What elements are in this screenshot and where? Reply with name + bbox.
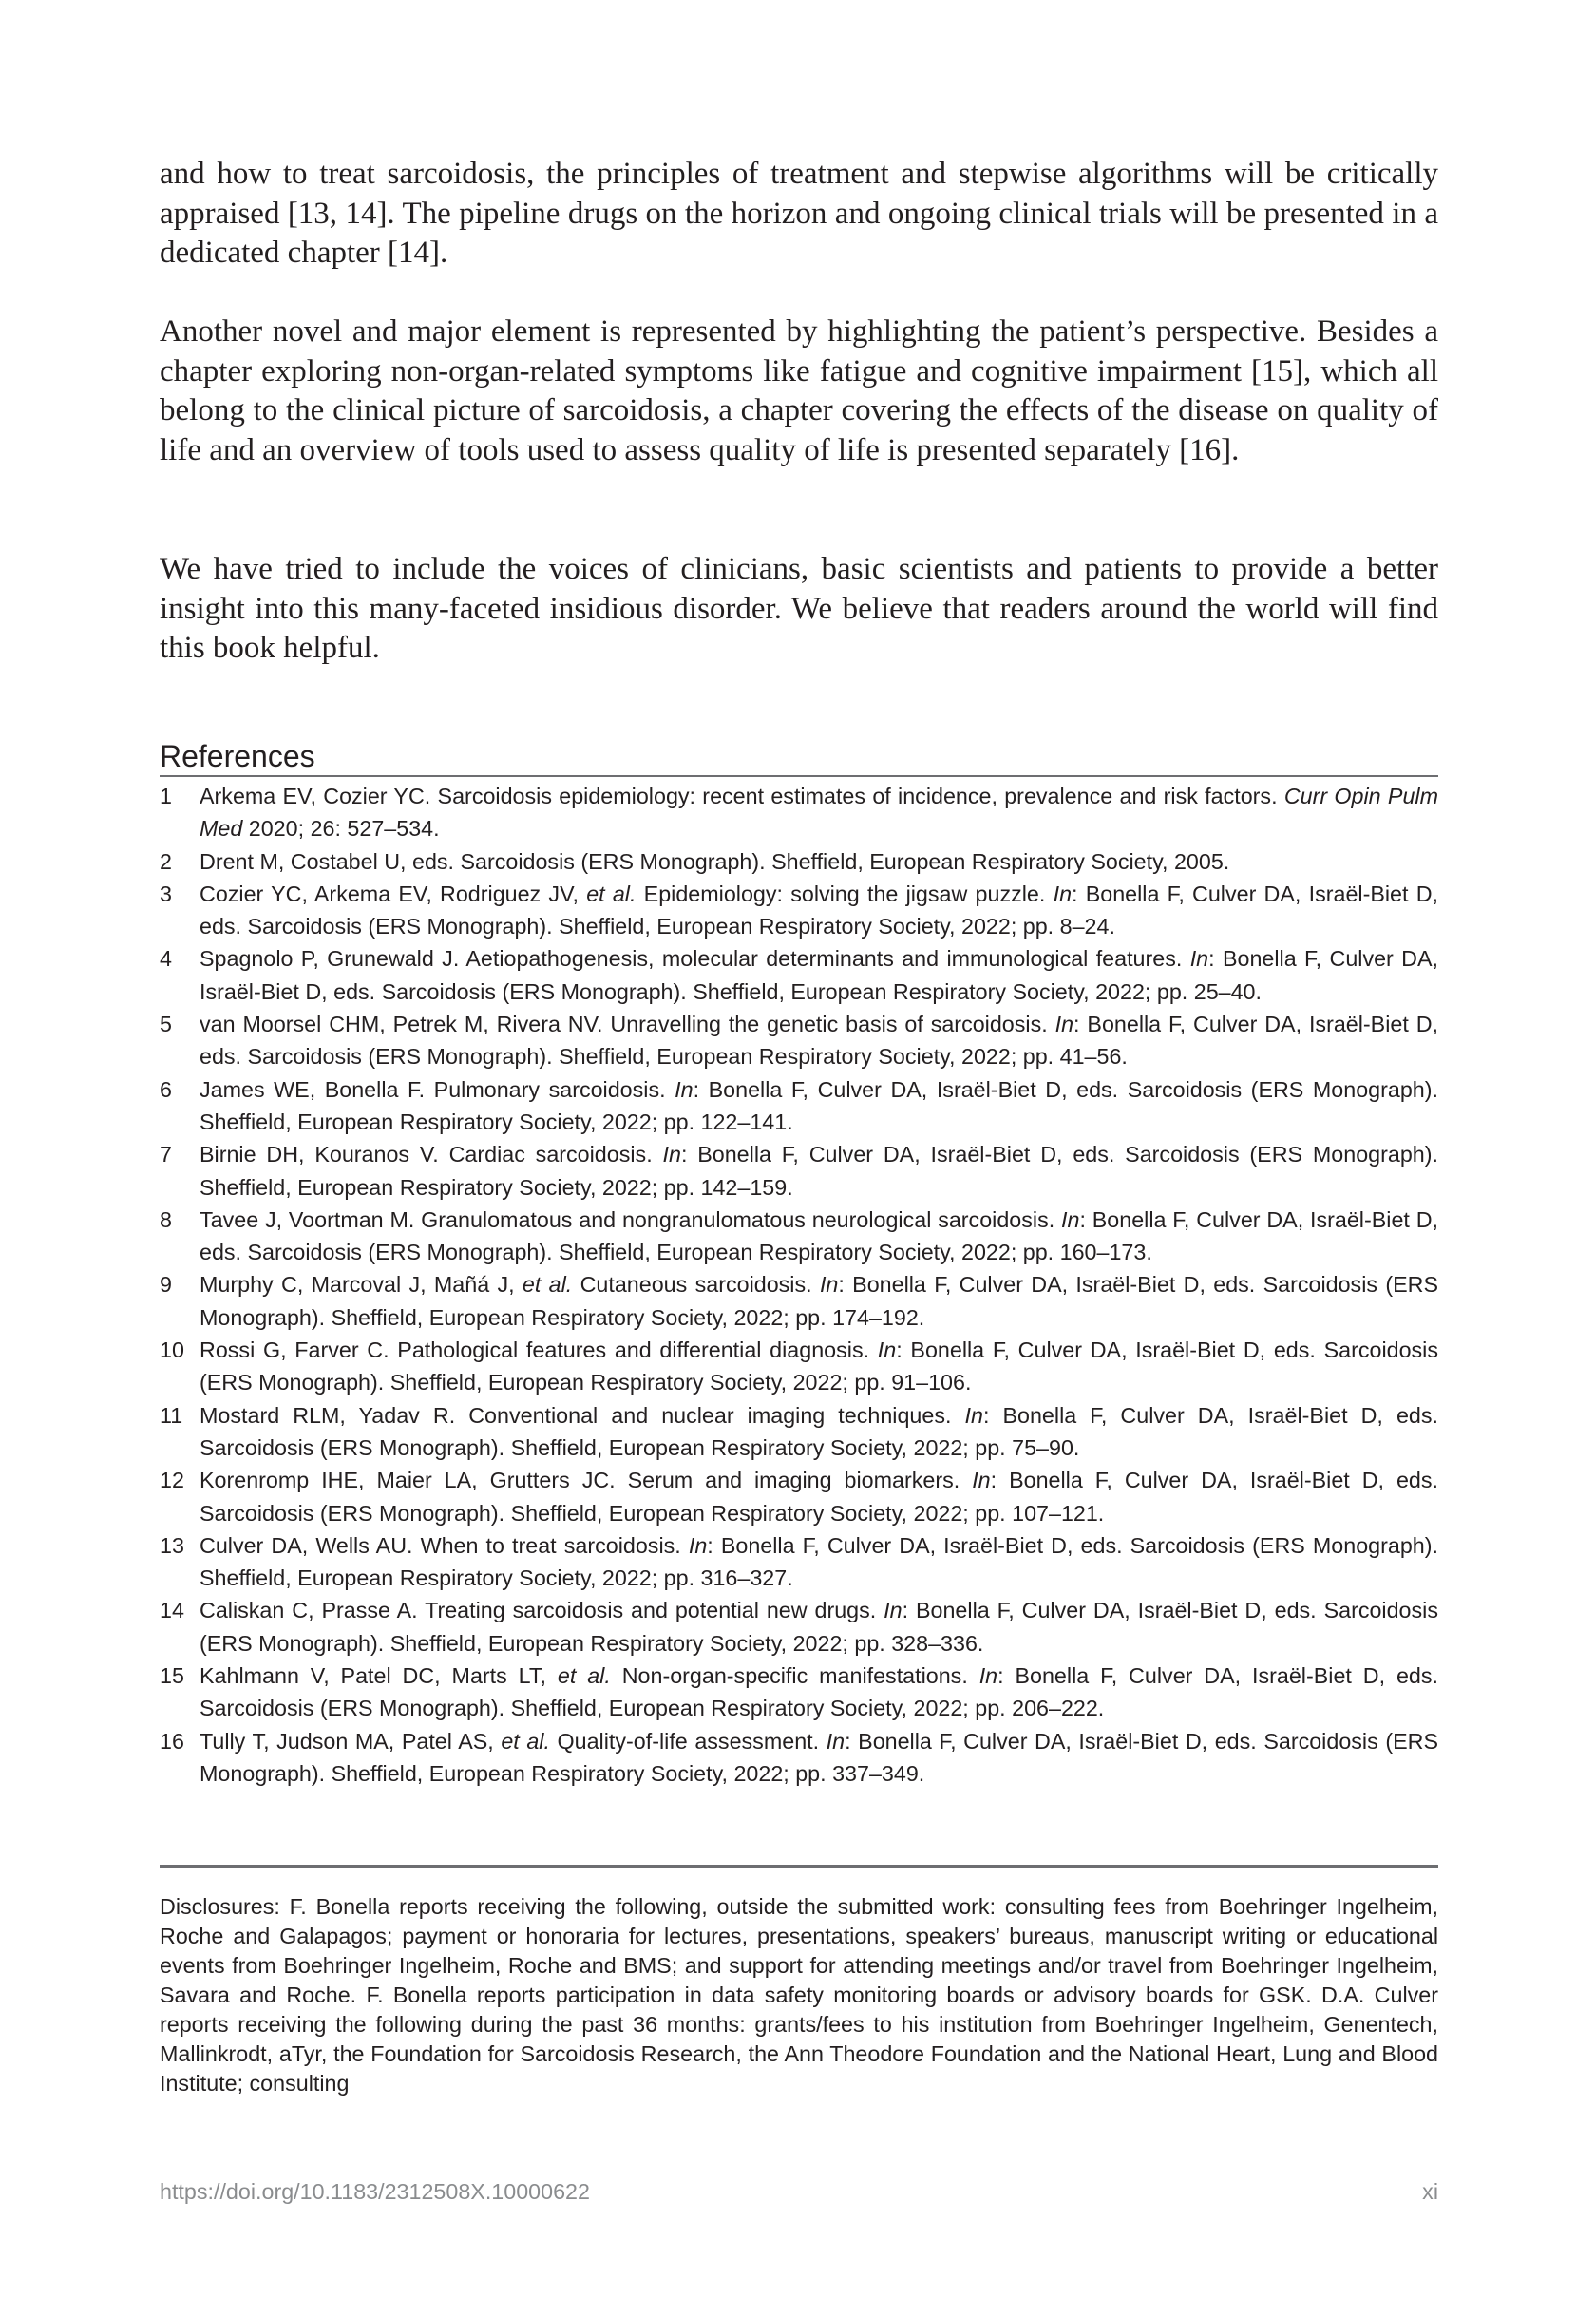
reference-segment: : Bonella F, Culver DA, Israël-Biet D, eds. Sarcoidosis (ERS Monograph). Sheffield, European Respiratory Society, 2022; pp. 160–173. — [200, 1206, 1438, 1265]
reference-segment: : Bonella F, Culver DA, Israël-Biet D, eds. Sarcoidosis (ERS Monograph). Sheffield, European Respiratory Society, 2022; pp. 316–327. — [200, 1532, 1438, 1591]
reference-segment: Cozier YC, Arkema EV, Rodriguez JV, — [200, 881, 587, 906]
reference-text — [200, 1725, 1438, 1791]
reference-segment: : Bonella F, Culver DA, Israël-Biet D, eds. Sarcoidosis (ERS Monograph). Sheffield, European Respiratory Society, 2022; pp. 122–141. — [200, 1076, 1438, 1134]
reference-text — [200, 1008, 1438, 1073]
reference-number: 14 — [160, 1598, 184, 1623]
reference-italic-segment: In — [1053, 881, 1073, 906]
section-divider — [160, 1865, 1438, 1868]
reference-number: 1 — [160, 784, 172, 808]
reference-number: 2 — [160, 848, 172, 874]
reference-segment: : Bonella F, Culver DA, Israël-Biet D, eds. Sarcoidosis (ERS Monograph). Sheffield, European Respiratory Society, 2022; pp. 337–349. — [200, 1728, 1438, 1786]
reference-number: 9 — [160, 1272, 172, 1298]
reference-item — [160, 1399, 1438, 1465]
reference-text — [200, 1660, 1438, 1725]
references-heading: References — [160, 737, 1438, 777]
reference-text — [200, 780, 1438, 845]
reference-italic-segment: In — [1061, 1206, 1080, 1232]
reference-text — [200, 1529, 1438, 1595]
reference-segment: : Bonella F, Culver DA, Israël-Biet D, eds. Sarcoidosis (ERS Monograph). Sheffield, European Respiratory Society, 2022; pp. 328–336. — [200, 1598, 1438, 1656]
reference-item — [160, 1268, 1438, 1334]
reference-italic-segment: In — [978, 1663, 998, 1689]
reference-item — [160, 942, 1438, 1008]
reference-item — [160, 878, 1438, 943]
reference-item — [160, 1204, 1438, 1269]
reference-italic-segment: et al. — [522, 1272, 573, 1298]
reference-item — [160, 1725, 1438, 1791]
reference-italic-segment: In — [674, 1076, 694, 1102]
reference-text — [200, 1204, 1438, 1269]
reference-italic-segment: In — [1189, 946, 1209, 972]
reference-item — [160, 1464, 1438, 1529]
reference-segment: Culver DA, Wells AU. When to treat sarcoidosis. — [200, 1532, 689, 1558]
reference-list — [160, 780, 1438, 1790]
reference-segment: Rossi G, Farver C. Pathological features and differential diagnosis. — [200, 1338, 878, 1363]
reference-number: 11 — [160, 1402, 183, 1428]
reference-item — [160, 1660, 1438, 1725]
reference-italic-segment: et al. — [557, 1663, 611, 1689]
reference-segment: Drent M, Costabel U, eds. Sarcoidosis (ERS Monograph). Sheffield, European Respiratory Society, 2005. — [200, 848, 1230, 874]
reference-italic-segment: et al. — [501, 1728, 550, 1754]
doi-link[interactable]: https://doi.org/10.1183/2312508X.10000622 — [160, 2179, 590, 2204]
reference-text — [200, 1334, 1438, 1399]
reference-segment: Non-organ-specific manifestations. — [610, 1663, 979, 1689]
reference-segment: Cutaneous sarcoidosis. — [572, 1272, 820, 1298]
reference-segment: : Bonella F, Culver DA, Israël-Biet D, eds. Sarcoidosis (ERS Monograph). Sheffield, European Respiratory Society, 2022; pp. 107–121. — [200, 1468, 1439, 1526]
reference-text — [200, 1399, 1438, 1465]
reference-segment: 2020; 26: 527–534. — [242, 816, 440, 842]
reference-italic-segment: In — [688, 1532, 708, 1558]
reference-number: 8 — [160, 1206, 172, 1232]
reference-number: 13 — [160, 1532, 184, 1558]
reference-segment: Tavee J, Voortman M. Granulomatous and nongranulomatous neurological sarcoidosis. — [200, 1206, 1062, 1232]
reference-number: 6 — [160, 1076, 172, 1102]
reference-italic-segment: In — [826, 1728, 846, 1754]
reference-italic-segment: et al. — [586, 881, 636, 906]
reference-number: 16 — [160, 1728, 184, 1754]
reference-segment: Caliskan C, Prasse A. Treating sarcoidosis and potential new drugs. — [200, 1598, 884, 1623]
reference-item — [160, 1008, 1438, 1073]
reference-item — [160, 845, 1438, 878]
reference-segment: Murphy C, Marcoval J, Mañá J, — [200, 1272, 522, 1298]
reference-text — [200, 845, 1438, 878]
reference-italic-segment: In — [819, 1272, 839, 1298]
reference-number: 7 — [160, 1142, 172, 1167]
reference-italic-segment: In — [662, 1142, 681, 1167]
reference-segment: Quality-of-life assessment. — [549, 1728, 826, 1754]
reference-segment: : Bonella F, Culver DA, Israël-Biet D, eds. Sarcoidosis (ERS Monograph). Sheffield, European Respiratory Society, 2022; pp. 8–24. — [200, 881, 1439, 939]
reference-text — [200, 878, 1438, 943]
body-paragraph: and how to treat sarcoidosis, the principles of treatment and stepwise algorithms will be critically appraised [13, 14]. The pipeline drugs on the horizon and ongoing clinical trials will be presented in a dedicated chapter [14]. — [160, 157, 1438, 270]
reference-text — [200, 942, 1438, 1008]
reference-item — [160, 1073, 1438, 1139]
reference-item — [160, 1334, 1438, 1399]
reference-text — [200, 1073, 1438, 1139]
reference-number: 12 — [160, 1468, 184, 1493]
reference-segment: Mostard RLM, Yadav R. Conventional and nuclear imaging techniques. — [200, 1402, 965, 1428]
reference-item — [160, 780, 1438, 845]
reference-segment: Epidemiology: solving the jigsaw puzzle. — [636, 881, 1054, 906]
reference-segment: James WE, Bonella F. Pulmonary sarcoidosis. — [200, 1076, 675, 1102]
reference-segment: : Bonella F, Culver DA, Israël-Biet D, eds. Sarcoidosis (ERS Monograph). Sheffield, European Respiratory Society, 2022; pp. 206–222. — [200, 1663, 1438, 1721]
reference-number: 5 — [160, 1012, 172, 1037]
disclosures-text: Disclosures: F. Bonella reports receiving the following, outside the submitted work: consulting fees from Boehringer Ingelheim, Roche and Galapagos; payment or honoraria for lectures, presentations, speakers’ bureaus, manuscript writing or educational events from Boehringer Ingelheim, Roche and BMS; and support for attending meetings and/or travel from Boehringer Ingelheim, Savara and Roche. F. Bonella reports participation in data safety monitoring boards or advisory boards for GSK. D.A. Culver reports receiving the following during the past 36 months: grants/fees to his institution from Boehringer Ingelheim, Genentech, Mallinkrodt, aTyr, the Foundation for Sarcoidosis Research, the Ann Theodore Foundation and the National Heart, Lung and Blood Institute; consulting — [160, 1894, 1438, 2096]
reference-segment: Spagnolo P, Grunewald J. Aetiopathogenesis, molecular determinants and immunological features. — [200, 946, 1190, 972]
reference-segment: van Moorsel CHM, Petrek M, Rivera NV. Unravelling the genetic basis of sarcoidosis. — [200, 1012, 1055, 1037]
body-paragraph: We have tried to include the voices of clinicians, basic scientists and patients to provide a better insight into this many-faceted insidious disorder. We believe that readers around the world will find this book helpful. — [160, 552, 1438, 665]
reference-number: 15 — [160, 1663, 184, 1689]
reference-italic-segment: In — [877, 1338, 897, 1363]
reference-number: 4 — [160, 946, 172, 972]
reference-segment: Arkema EV, Cozier YC. Sarcoidosis epidemiology: recent estimates of incidence, prevalence and risk factors. — [200, 784, 1284, 808]
reference-text — [200, 1594, 1438, 1660]
reference-text — [200, 1464, 1438, 1529]
reference-italic-segment: In — [1054, 1012, 1074, 1037]
reference-item — [160, 1138, 1438, 1204]
reference-segment: Tully T, Judson MA, Patel AS, — [200, 1728, 502, 1754]
body-paragraph: Another novel and major element is represented by highlighting the patient’s perspective. Besides a chapter exploring non-organ-related symptoms like fatigue and cognitive impairment [15], which all belong to the clinical picture of sarcoidosis, a chapter covering the effects of the disease on quality of life and an overview of tools used to assess quality of life is presented separately [16]. — [160, 314, 1438, 467]
reference-segment: : Bonella F, Culver DA, Israël-Biet D, eds. Sarcoidosis (ERS Monograph). Sheffield, European Respiratory Society, 2022; pp. 75–90. — [200, 1402, 1438, 1460]
reference-segment: Birnie DH, Kouranos V. Cardiac sarcoidosis. — [200, 1142, 663, 1167]
reference-text — [200, 1268, 1438, 1334]
reference-segment: : Bonella F, Culver DA, Israël-Biet D, eds. Sarcoidosis (ERS Monograph). Sheffield, European Respiratory Society, 2022; pp. 25–40. — [200, 946, 1438, 1004]
reference-text — [200, 1138, 1438, 1204]
reference-segment: Kahlmann V, Patel DC, Marts LT, — [200, 1663, 558, 1689]
reference-segment: Korenromp IHE, Maier LA, Grutters JC. Serum and imaging biomarkers. — [200, 1468, 973, 1493]
reference-italic-segment: In — [964, 1402, 983, 1428]
reference-number: 3 — [160, 881, 172, 906]
reference-segment: : Bonella F, Culver DA, Israël-Biet D, eds. Sarcoidosis (ERS Monograph). Sheffield, European Respiratory Society, 2022; pp. 91–106. — [200, 1338, 1438, 1395]
reference-segment: : Bonella F, Culver DA, Israël-Biet D, eds. Sarcoidosis (ERS Monograph). Sheffield, European Respiratory Society, 2022; pp. 142–159. — [200, 1142, 1438, 1200]
reference-italic-segment: In — [884, 1598, 902, 1623]
reference-italic-segment: Curr Opin Pulm Med — [200, 784, 1439, 842]
reference-italic-segment: In — [972, 1468, 991, 1493]
reference-item — [160, 1529, 1438, 1595]
page-number: xi — [1422, 2179, 1438, 2204]
reference-item — [160, 1594, 1438, 1660]
reference-number: 10 — [160, 1338, 184, 1363]
reference-segment: : Bonella F, Culver DA, Israël-Biet D, eds. Sarcoidosis (ERS Monograph). Sheffield, European Respiratory Society, 2022; pp. 174–192. — [200, 1272, 1438, 1330]
reference-segment: : Bonella F, Culver DA, Israël-Biet D, eds. Sarcoidosis (ERS Monograph). Sheffield, European Respiratory Society, 2022; pp. 41–56. — [200, 1012, 1439, 1070]
